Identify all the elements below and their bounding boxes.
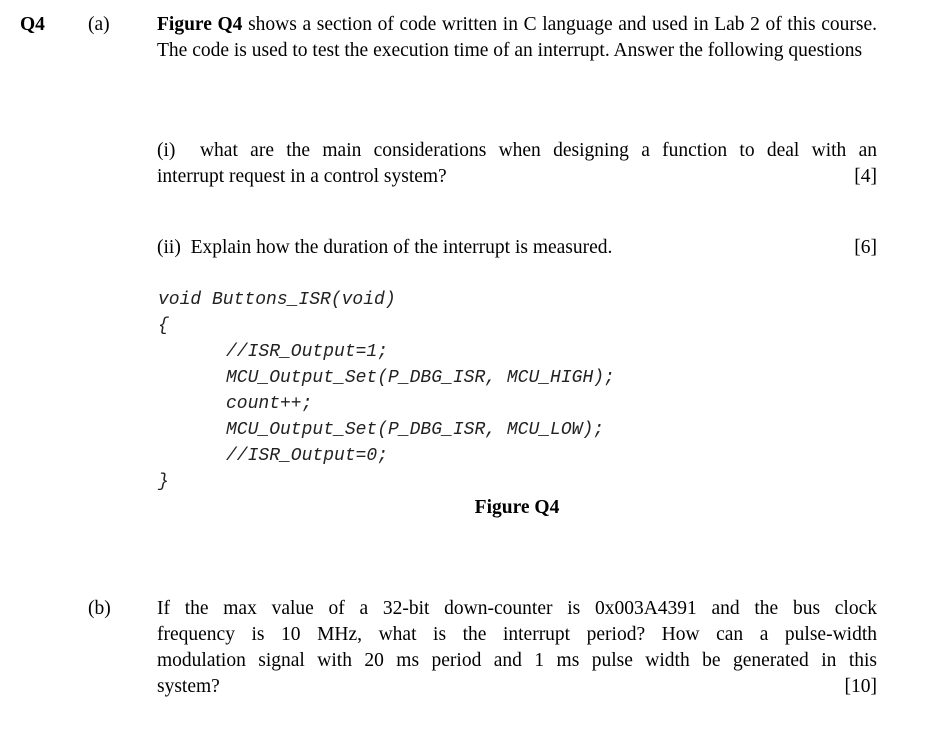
- code-line: //ISR_Output=1;: [226, 342, 389, 362]
- code-signature: void Buttons_ISR(void): [158, 290, 396, 310]
- part-b-line: system?: [157, 676, 220, 697]
- part-b-line: modulation signal with 20 ms period and 1 ms pulse width be generated in this: [157, 650, 877, 671]
- code-line: //ISR_Output=0;: [226, 446, 389, 466]
- sub-question-i-marks: [4]: [854, 166, 877, 187]
- code-line: MCU_Output_Set(P_DBG_ISR, MCU_HIGH);: [226, 368, 615, 388]
- sub-question-ii-marks: [6]: [854, 237, 877, 258]
- code-line: count++;: [226, 394, 313, 414]
- code-line: MCU_Output_Set(P_DBG_ISR, MCU_LOW);: [226, 420, 605, 440]
- figure-caption: [0, 495, 946, 521]
- part-a-intro-text: shows a section of code written in C language and used in Lab 2 of this course. The code is used to test the execution time of an interrupt. Answer the following questions: [157, 14, 877, 61]
- sub-question-ii-text: (ii) Explain how the duration of the interrupt is measured.: [157, 237, 613, 258]
- part-b-marks: [10]: [844, 676, 877, 697]
- part-a-label: (a): [88, 14, 110, 35]
- sub-question-ii: [157, 235, 877, 261]
- code-open-brace: {: [158, 316, 169, 336]
- figure-reference: Figure Q4: [157, 14, 243, 35]
- code-body: [226, 339, 615, 469]
- part-a-intro: [157, 12, 877, 64]
- part-b-question: [157, 596, 877, 700]
- part-b-label: (b): [88, 598, 111, 619]
- sub-question-i-line2: interrupt request in a control system?: [157, 166, 447, 187]
- sub-question-i-line1: (i) what are the main considerations when designing a function to deal with an: [157, 140, 877, 161]
- figure-caption-text: Figure Q4: [474, 497, 560, 518]
- sub-question-i: [157, 138, 877, 190]
- code-close-brace: }: [158, 472, 169, 492]
- part-b-line: frequency is 10 MHz, what is the interrupt period? How can a pulse-width: [157, 624, 877, 645]
- part-b-line: If the max value of a 32-bit down-counter is 0x003A4391 and the bus clock: [157, 598, 877, 619]
- question-number: Q4: [20, 14, 45, 35]
